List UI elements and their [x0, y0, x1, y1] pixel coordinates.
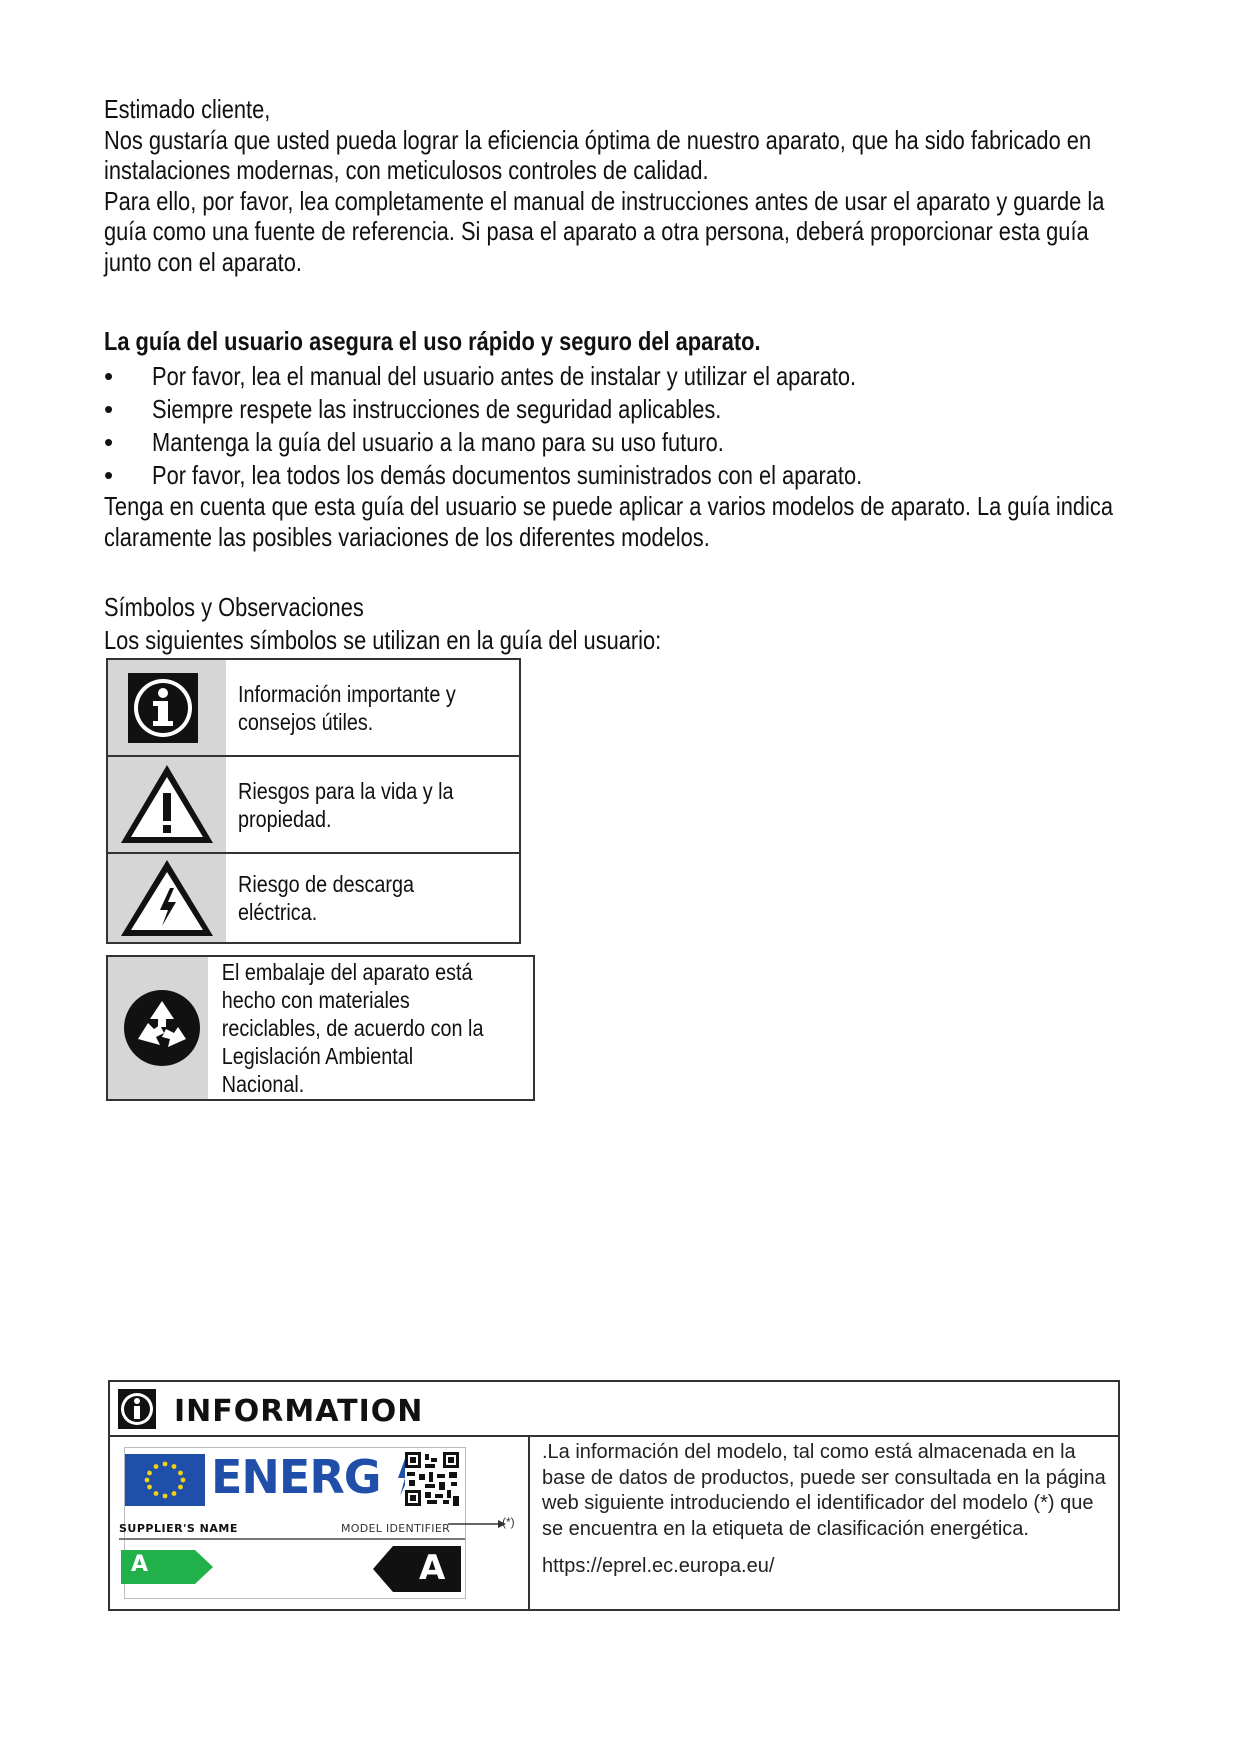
list-item-text: Siempre respete las instrucciones de seguridad aplicables. [152, 394, 722, 424]
intro-line: guía como una fuente de referencia. Si pasa el aparato a otra persona, deberá proporcionar esta guía [104, 216, 1089, 246]
list-item-text: Mantenga la guía del usuario a la mano para su uso futuro. [152, 427, 724, 457]
recycle-description: El embalaje del aparato está hecho con materiales reciclables, de acuerdo con la Legislación Ambiental Nacional. [221, 959, 484, 1097]
models-note [104, 491, 1241, 552]
warning-icon [108, 757, 226, 852]
note-line: Tenga en cuenta que esta guía del usuario se puede aplicar a varios modelos de aparato. La guía indica [104, 491, 1113, 521]
intro-paragraph [104, 94, 1164, 277]
eu-flag-icon [125, 1454, 205, 1506]
symbol-description: Información importante y consejos útiles. [238, 680, 456, 735]
bullet-icon: • [104, 394, 114, 424]
energy-class-arrow-black [373, 1546, 461, 1592]
info-icon [108, 660, 226, 755]
intro-line: junto con el aparato. [104, 246, 302, 277]
symbols-subheading: Los siguientes símbolos se utilizan en la guía del usuario: [104, 625, 662, 655]
information-box [108, 1380, 1120, 1611]
eprel-link[interactable]: https://eprel.ec.europa.eu/ [542, 1555, 775, 1577]
symbol-row-info [108, 660, 519, 755]
bullet-icon: • [104, 427, 114, 457]
information-title: INFORMATION [174, 1394, 424, 1429]
supplier-name-label: SUPPLIER'S NAME [119, 1522, 238, 1535]
model-identifier-marker: (*) [502, 1515, 515, 1529]
bullet-icon: • [104, 460, 114, 490]
recycle-icon [108, 957, 208, 1099]
information-text: .La información del modelo, tal como está almacenada en la base de datos de productos, puede ser consultada en la página web siguiente introduciendo el identificador del modelo (*) que se encuentra en la etiqueta de clasificación energética. [542, 1441, 1106, 1540]
information-text-area [530, 1437, 1118, 1609]
symbol-description: Riesgo de descarga eléctrica. [238, 871, 414, 925]
energy-class-left: A [131, 1552, 149, 1577]
bullet-icon: • [104, 361, 114, 391]
symbols-table [106, 658, 521, 944]
symbol-row-warning [108, 757, 519, 852]
symbols-heading: Símbolos y Observaciones [104, 592, 364, 622]
intro-line: Nos gustaría que usted pueda lograr la eficiencia óptima de nuestro aparato, que ha sido fabricado en [104, 124, 1092, 155]
energy-label [119, 1447, 466, 1599]
qr-code-icon [405, 1452, 459, 1506]
energy-class-right: A [419, 1548, 446, 1588]
list-item-text: Por favor, lea el manual del usuario antes de instalar y utilizar el aparato. [152, 361, 857, 391]
energy-label-area [110, 1437, 530, 1609]
model-identifier-label: MODEL IDENTIFIER [341, 1522, 451, 1535]
recycle-info-box [106, 955, 535, 1101]
list-item-text: Por favor, lea todos los demás documentos suministrados con el aparato. [152, 460, 863, 490]
symbol-row-electric [108, 854, 519, 942]
intro-line: Estimado cliente, [104, 94, 271, 124]
intro-line: Para ello, por favor, lea completamente el manual de instrucciones antes de usar el aparato y guarde la [104, 185, 1105, 216]
guide-heading: La guía del usuario asegura el uso rápido y seguro del aparato. [104, 326, 761, 356]
symbols-heading-block [104, 591, 767, 657]
energy-word: ENERG [211, 1450, 381, 1504]
energy-wordmark [211, 1450, 414, 1504]
note-line: claramente las posibles variaciones de los diferentes modelos. [104, 521, 710, 552]
intro-line: instalaciones modernas, con meticulosos controles de calidad. [104, 155, 709, 185]
info-icon [114, 1384, 162, 1432]
model-identifier-arrow [448, 1518, 508, 1530]
symbol-description: Riesgos para la vida y la propiedad. [238, 777, 454, 832]
electric-shock-icon [108, 854, 226, 942]
information-header [110, 1382, 1118, 1437]
